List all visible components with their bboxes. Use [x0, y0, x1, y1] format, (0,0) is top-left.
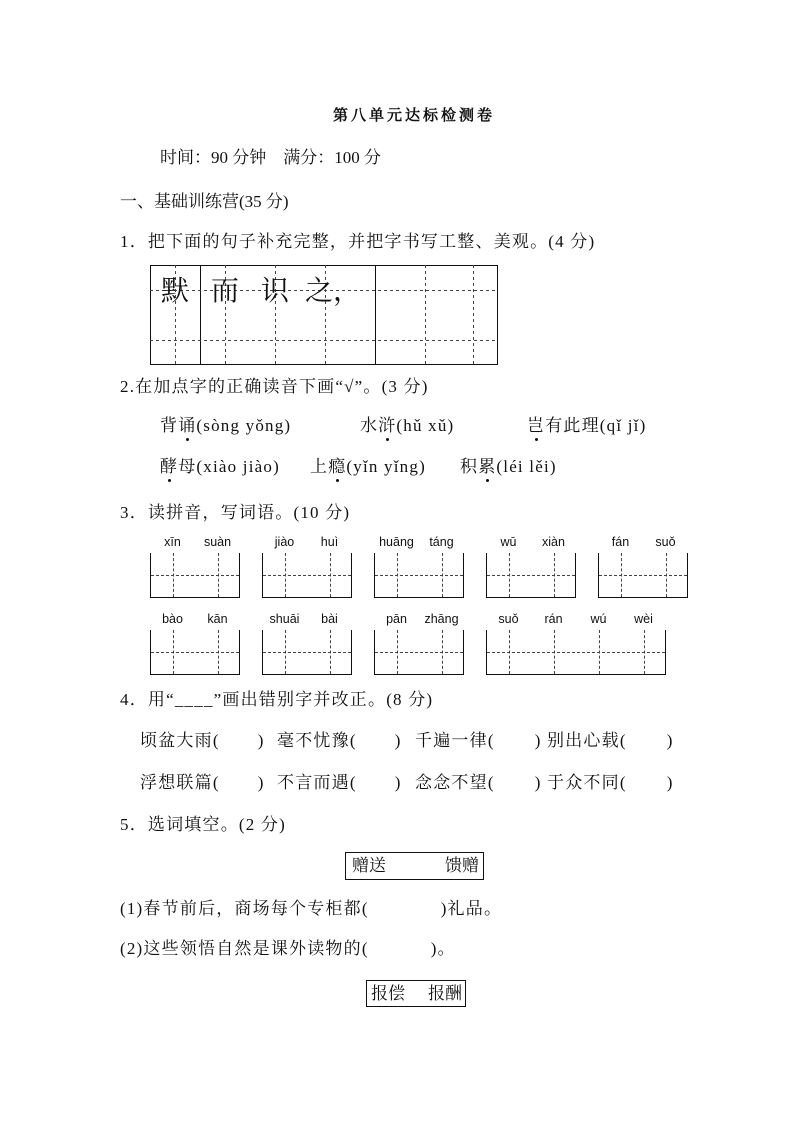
writing-box	[598, 553, 688, 598]
exam-meta: 时间：90 分钟 满分：100 分	[160, 148, 381, 167]
dashed-guide-line	[554, 630, 555, 674]
correction-item	[415, 731, 542, 751]
dashed-guide-line	[151, 575, 239, 576]
dashed-guide-line	[263, 575, 351, 576]
dashed-guide-line	[285, 630, 286, 674]
wrong-idiom: 不言而遇	[277, 773, 350, 792]
pinyin-options: 有此理(qǐ jǐ)	[545, 416, 647, 435]
dashed-guide-line	[330, 553, 331, 597]
writing-box	[374, 553, 464, 598]
paren-close: )	[666, 731, 674, 750]
paren-open: (	[349, 773, 357, 792]
dashed-guide-line	[397, 553, 398, 597]
wrong-idiom: 浮想联篇	[140, 773, 213, 792]
sentence-end: )礼品。	[440, 899, 503, 918]
paren-close: )	[534, 731, 542, 750]
paren-open: (	[619, 773, 627, 792]
word-choice-box	[345, 852, 484, 880]
wrong-idiom: 顷盆大雨	[140, 731, 213, 750]
dashed-guide-line	[599, 575, 687, 576]
pronunciation-item	[160, 416, 291, 436]
pinyin-syllable: kān	[207, 612, 228, 626]
pinyin-group	[374, 611, 464, 676]
wrong-idiom: 别出心载	[547, 731, 620, 750]
pinyin-syllable: wū	[500, 535, 517, 549]
grid-character: 而	[210, 274, 239, 307]
writing-box	[150, 553, 240, 598]
correction-item	[547, 731, 674, 751]
correction-item	[140, 773, 265, 793]
paren-open: (	[487, 773, 495, 792]
dotted-character: 瘾	[328, 457, 347, 476]
dashed-guide-line	[442, 553, 443, 597]
pinyin-syllable: wú	[590, 612, 607, 626]
paren-close: )	[666, 773, 674, 792]
pronunciation-item	[527, 416, 646, 436]
dashed-guide-line	[397, 630, 398, 674]
sentence-end: )。	[430, 939, 456, 958]
dotted-character: 岂	[527, 416, 546, 435]
dashed-guide-line	[666, 553, 667, 597]
question-2-prompt: 2.在加点字的正确读音下画“√”。(3 分)	[120, 377, 429, 396]
writing-box	[262, 630, 352, 675]
pronunciation-item	[310, 457, 426, 477]
dashed-guide-line	[151, 652, 239, 653]
dotted-character: 累	[478, 457, 497, 476]
pinyin-syllable: huāng	[379, 535, 414, 549]
pinyin-syllable: bài	[321, 612, 338, 626]
paren-open: (	[212, 731, 220, 750]
pinyin-syllable: wèi	[634, 612, 653, 626]
pinyin-group	[486, 534, 576, 599]
dashed-guide-line	[218, 553, 219, 597]
paren-close: )	[257, 773, 265, 792]
pinyin-syllable: xīn	[164, 535, 181, 549]
wrong-idiom: 念念不望	[415, 773, 488, 792]
pinyin-group	[150, 611, 240, 676]
pinyin-syllable: táng	[429, 535, 454, 549]
pinyin-syllable: shuāi	[269, 612, 300, 626]
pinyin-group	[598, 534, 688, 599]
pinyin-syllable: huì	[320, 535, 339, 549]
pinyin-options: (léi lěi)	[496, 457, 557, 476]
pinyin-group	[262, 534, 352, 599]
writing-box	[262, 553, 352, 598]
writing-box	[374, 630, 464, 675]
word-prefix: 积	[460, 457, 479, 476]
sentence-start: (2)这些领悟自然是课外读物的(	[120, 939, 369, 958]
pinyin-syllable: xiàn	[542, 535, 565, 549]
sentence-start: (1)春节前后，商场每个专柜都(	[120, 899, 369, 918]
correction-item	[547, 773, 674, 793]
dashed-guide-line	[218, 630, 219, 674]
dashed-guide-line	[375, 652, 463, 653]
pronunciation-item	[160, 457, 280, 477]
pinyin-options: 母(xiào jiào)	[178, 457, 280, 476]
dashed-guide-line	[442, 630, 443, 674]
dashed-guide-line	[487, 652, 665, 653]
pinyin-options: (sòng yǒng)	[196, 416, 292, 435]
dashed-guide-line	[375, 575, 463, 576]
pronunciation-item	[360, 416, 454, 436]
dashed-guide-line	[173, 630, 174, 674]
dashed-guide-line	[509, 630, 510, 674]
wrong-idiom: 千遍一律	[415, 731, 488, 750]
paren-open: (	[619, 731, 627, 750]
correction-item	[277, 773, 402, 793]
section-heading: 一、基础训练营(35 分)	[120, 192, 289, 211]
correction-item	[140, 731, 265, 751]
dotted-character: 诵	[178, 416, 197, 435]
paren-close: )	[394, 773, 402, 792]
pinyin-syllable: suǒ	[498, 612, 519, 626]
question-4-prompt: 4．用“____”画出错别字并改正。(8 分)	[120, 690, 434, 709]
fill-sentence	[120, 939, 456, 959]
pronunciation-item	[460, 457, 557, 477]
dashed-guide-line	[509, 553, 510, 597]
correction-item	[415, 773, 542, 793]
pinyin-syllable: bào	[162, 612, 183, 626]
dashed-guide-line	[285, 553, 286, 597]
pinyin-group	[262, 611, 352, 676]
paren-close: )	[394, 731, 402, 750]
pinyin-syllable: zhāng	[424, 612, 459, 626]
pinyin-syllable: jiào	[274, 535, 295, 549]
word-choice: 赠送	[352, 856, 386, 875]
dashed-guide-line	[621, 553, 622, 597]
dotted-character: 浒	[378, 416, 397, 435]
page-title: 第八单元达标检测卷	[333, 108, 496, 124]
paren-close: )	[534, 773, 542, 792]
dashed-guide-line	[599, 630, 600, 674]
grid-character: 识	[260, 274, 289, 307]
wrong-idiom: 毫不忧豫	[277, 731, 350, 750]
dotted-character: 酵	[160, 457, 179, 476]
writing-box	[150, 630, 240, 675]
dashed-guide-line	[487, 575, 575, 576]
writing-box	[486, 553, 576, 598]
pinyin-syllable: suǒ	[655, 535, 676, 549]
question-3-prompt: 3．读拼音，写词语。(10 分)	[120, 503, 351, 522]
word-prefix: 背	[160, 416, 179, 435]
word-choice: 馈赠	[445, 856, 479, 875]
paren-close: )	[257, 731, 265, 750]
pinyin-options: (hǔ xǔ)	[396, 416, 455, 435]
paren-open: (	[212, 773, 220, 792]
grid-character: 默	[160, 274, 189, 307]
question-5-prompt: 5．选词填空。(2 分)	[120, 815, 286, 834]
pinyin-group	[486, 611, 666, 676]
pinyin-group	[150, 534, 240, 599]
paren-open: (	[487, 731, 495, 750]
dashed-guide-line	[263, 652, 351, 653]
pinyin-syllable: pān	[386, 612, 407, 626]
pinyin-syllable: rán	[544, 612, 563, 626]
question-1-prompt: 1．把下面的句子补充完整，并把字书写工整、美观。(4 分)	[120, 232, 596, 251]
dashed-guide-line	[644, 630, 645, 674]
fill-sentence	[120, 899, 502, 919]
dashed-guide-line	[554, 553, 555, 597]
wrong-idiom: 于众不同	[547, 773, 620, 792]
word-choice-box	[366, 980, 466, 1007]
dashed-guide-line	[173, 553, 174, 597]
grid-character: 之，	[305, 274, 362, 307]
word-prefix: 水	[360, 416, 379, 435]
pinyin-options: (yǐn yǐng)	[346, 457, 426, 476]
correction-item	[277, 731, 402, 751]
word-choice: 报偿	[371, 984, 405, 1003]
pinyin-syllable: suàn	[203, 535, 232, 549]
writing-box	[486, 630, 666, 675]
paren-open: (	[349, 731, 357, 750]
dashed-guide-line	[330, 630, 331, 674]
word-choice: 报酬	[428, 984, 462, 1003]
word-prefix: 上	[310, 457, 329, 476]
pinyin-group	[374, 534, 464, 599]
pinyin-syllable: fán	[611, 535, 630, 549]
